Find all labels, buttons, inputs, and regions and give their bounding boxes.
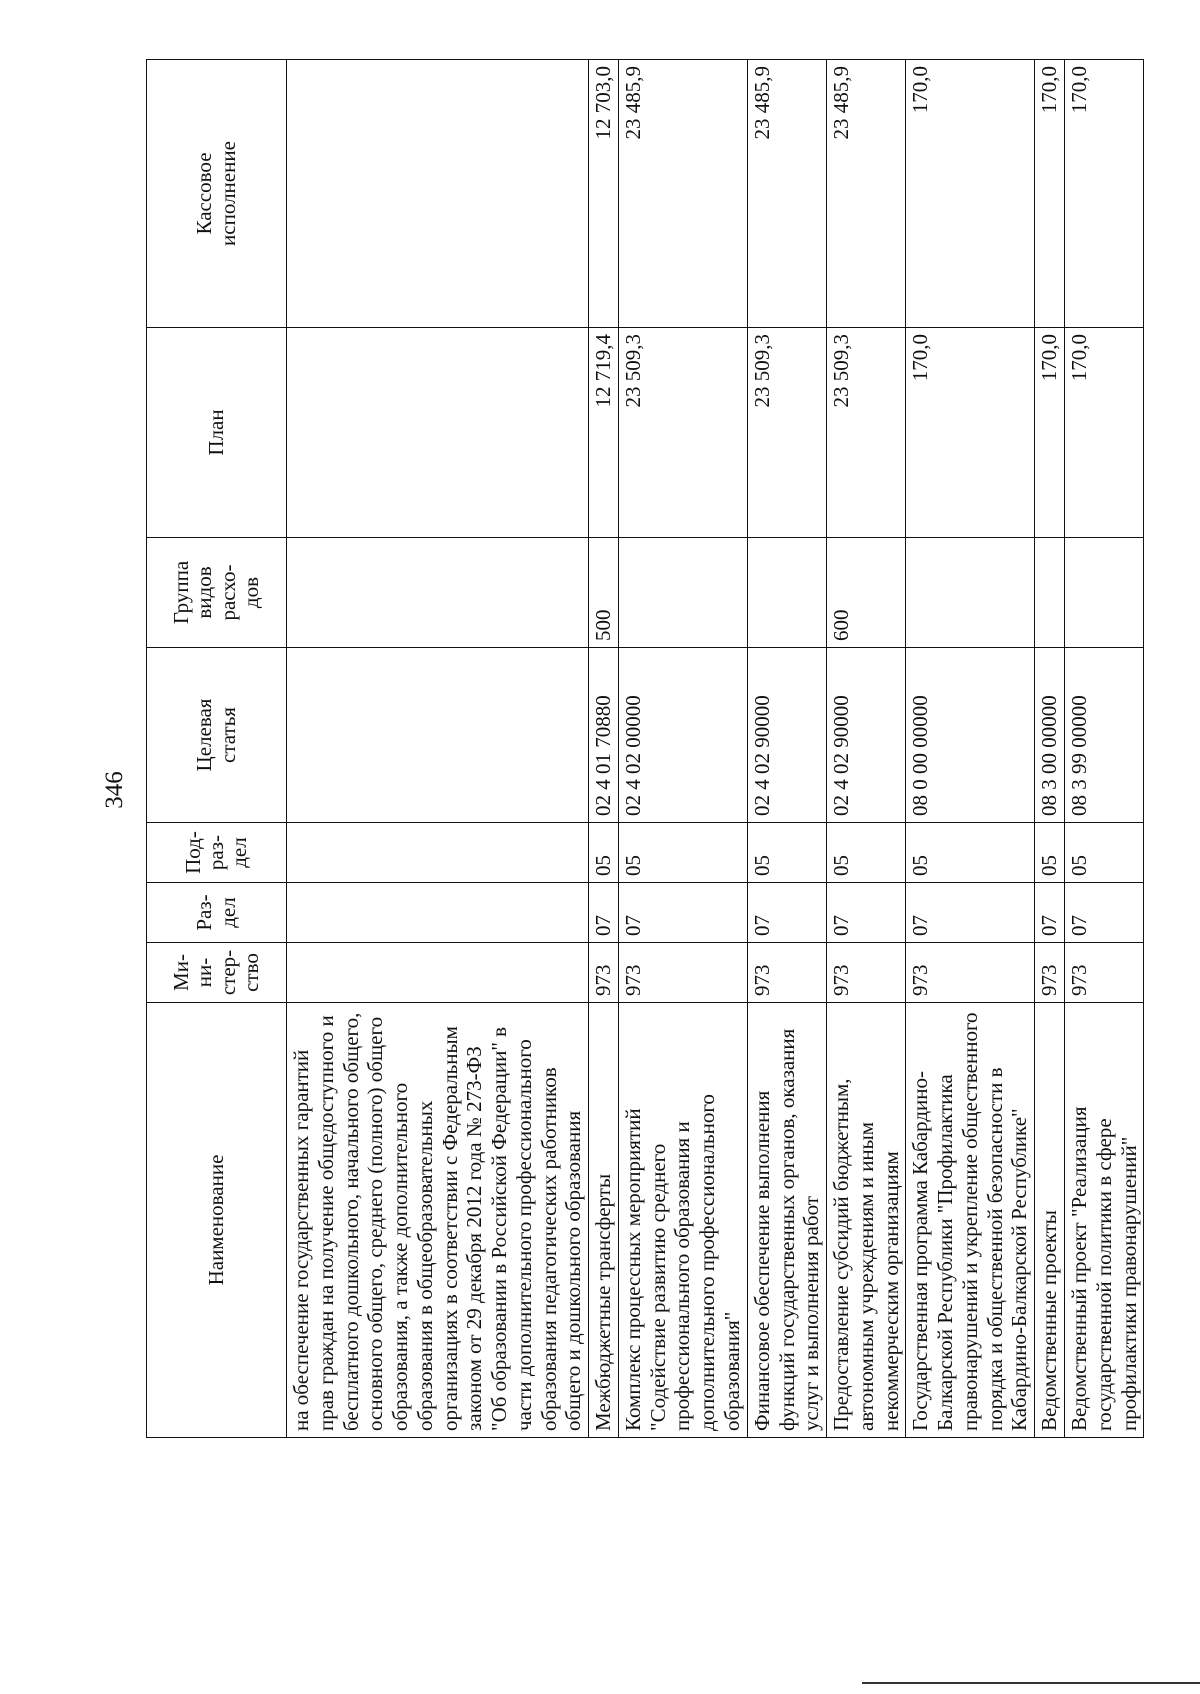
row-subsection: 05	[747, 823, 826, 883]
row-target: 02 4 02 90000	[827, 648, 906, 823]
row-target: 08 3 99 00000	[1064, 648, 1143, 823]
row-target: 08 3 00 00000	[1035, 648, 1065, 823]
row-section: 07	[906, 883, 1035, 943]
row-name: Комплекс процессных мероприятий "Содействие развитию среднего профессионального образования и дополнительного профессионального образования"	[618, 1003, 747, 1438]
header-label-expense-group: Группа видов расхо- дов	[169, 560, 263, 625]
row-target: 02 4 02 00000	[618, 648, 747, 823]
row-name: Ведомственные проекты	[1035, 1003, 1065, 1438]
row-ministry	[287, 943, 589, 1003]
row-section	[287, 883, 589, 943]
row-target: 08 0 00 00000	[906, 648, 1035, 823]
row-section: 07	[589, 883, 619, 943]
row-expense-group: 500	[589, 538, 619, 648]
row-plan: 170,0	[906, 328, 1035, 538]
header-label-target: Целевая статья	[192, 698, 240, 772]
header-expense-group	[147, 538, 287, 648]
row-ministry: 973	[589, 943, 619, 1003]
row-plan: 23 509,3	[747, 328, 826, 538]
row-cash: 23 485,9	[747, 60, 826, 328]
row-section: 07	[747, 883, 826, 943]
row-name: Межбюджетные трансферты	[589, 1003, 619, 1438]
row-expense-group	[1035, 538, 1065, 648]
row-expense-group	[618, 538, 747, 648]
row-expense-group	[906, 538, 1035, 648]
header-label-cash: Кассовое исполнение	[192, 141, 240, 246]
table-row	[1064, 60, 1143, 1438]
table-row	[618, 60, 747, 1438]
row-subsection: 05	[827, 823, 906, 883]
table-row	[1035, 60, 1065, 1438]
row-cash: 170,0	[906, 60, 1035, 328]
row-name: на обеспечение государственных гарантий прав граждан на получение общедоступного и бесплатного дошкольного, начального общего, основного общего, среднего (полного) общего образования, а также дополнительного образования в общеобразовательных организациях в соответствии с Федеральным законом от 29 декабря 2012 года № 273-ФЗ "Об образовании в Российской Федерации" в части дополнительного профессионального образования педагогических работников общего и дошкольного образования	[287, 1003, 589, 1438]
row-section: 07	[1064, 883, 1143, 943]
row-subsection: 05	[906, 823, 1035, 883]
row-ministry: 973	[827, 943, 906, 1003]
row-ministry: 973	[618, 943, 747, 1003]
row-name: Финансовое обеспечение выполнения функций государственных органов, оказания услуг и выполнения работ	[747, 1003, 826, 1438]
row-subsection: 05	[1035, 823, 1065, 883]
row-cash: 23 485,9	[827, 60, 906, 328]
header-target	[147, 648, 287, 823]
row-target	[287, 648, 589, 823]
row-cash	[287, 60, 589, 328]
row-ministry: 973	[1035, 943, 1065, 1003]
budget-table	[146, 59, 1144, 1438]
header-cash	[147, 60, 287, 328]
row-plan: 170,0	[1035, 328, 1065, 538]
row-target: 02 4 02 90000	[747, 648, 826, 823]
rotated-table-container	[146, 60, 1141, 1438]
table-row	[906, 60, 1035, 1438]
row-section: 07	[618, 883, 747, 943]
header-ministry	[147, 943, 287, 1003]
row-subsection: 05	[1064, 823, 1143, 883]
row-section: 07	[1035, 883, 1065, 943]
table-row	[589, 60, 619, 1438]
row-name: Предоставление субсидий бюджетным, автономным учреждениям и иным некоммерческим организациям	[827, 1003, 906, 1438]
row-plan: 170,0	[1064, 328, 1143, 538]
table-row	[827, 60, 906, 1438]
row-plan: 23 509,3	[827, 328, 906, 538]
row-ministry: 973	[747, 943, 826, 1003]
table-row	[747, 60, 826, 1438]
header-name: Наименование	[147, 1003, 287, 1438]
scan-edge-line	[862, 1682, 1200, 1684]
header-plan: План	[147, 328, 287, 538]
row-subsection: 05	[618, 823, 747, 883]
row-name: Государственная программа Кабардино-Балкарской Республики "Профилактика правонарушений и укрепление общественного порядка и общественной безопасности в Кабардино-Балкарской Республике"	[906, 1003, 1035, 1438]
row-expense-group	[287, 538, 589, 648]
header-subsection	[147, 823, 287, 883]
row-plan	[287, 328, 589, 538]
header-label-subsection: Под- раз- дел	[180, 831, 252, 874]
header-section	[147, 883, 287, 943]
row-plan: 23 509,3	[618, 328, 747, 538]
row-subsection	[287, 823, 589, 883]
header-label-section: Раз- дел	[192, 894, 240, 931]
row-ministry: 973	[1064, 943, 1143, 1003]
row-target: 02 4 01 70880	[589, 648, 619, 823]
row-name: Ведомственный проект "Реализация государственной политики в сфере профилактики правонарушений"	[1064, 1003, 1143, 1438]
page-number: 346	[100, 771, 128, 809]
row-expense-group	[747, 538, 826, 648]
table-row	[287, 60, 589, 1438]
row-plan: 12 719,4	[589, 328, 619, 538]
row-expense-group: 600	[827, 538, 906, 648]
row-cash: 23 485,9	[618, 60, 747, 328]
row-cash: 170,0	[1064, 60, 1143, 328]
row-ministry: 973	[906, 943, 1035, 1003]
row-expense-group	[1064, 538, 1143, 648]
row-cash: 12 703,0	[589, 60, 619, 328]
row-subsection: 05	[589, 823, 619, 883]
row-cash: 170,0	[1035, 60, 1065, 328]
row-section: 07	[827, 883, 906, 943]
table-header-row	[147, 60, 287, 1438]
header-label-ministry: Ми- ни- стер- ство	[169, 949, 263, 996]
